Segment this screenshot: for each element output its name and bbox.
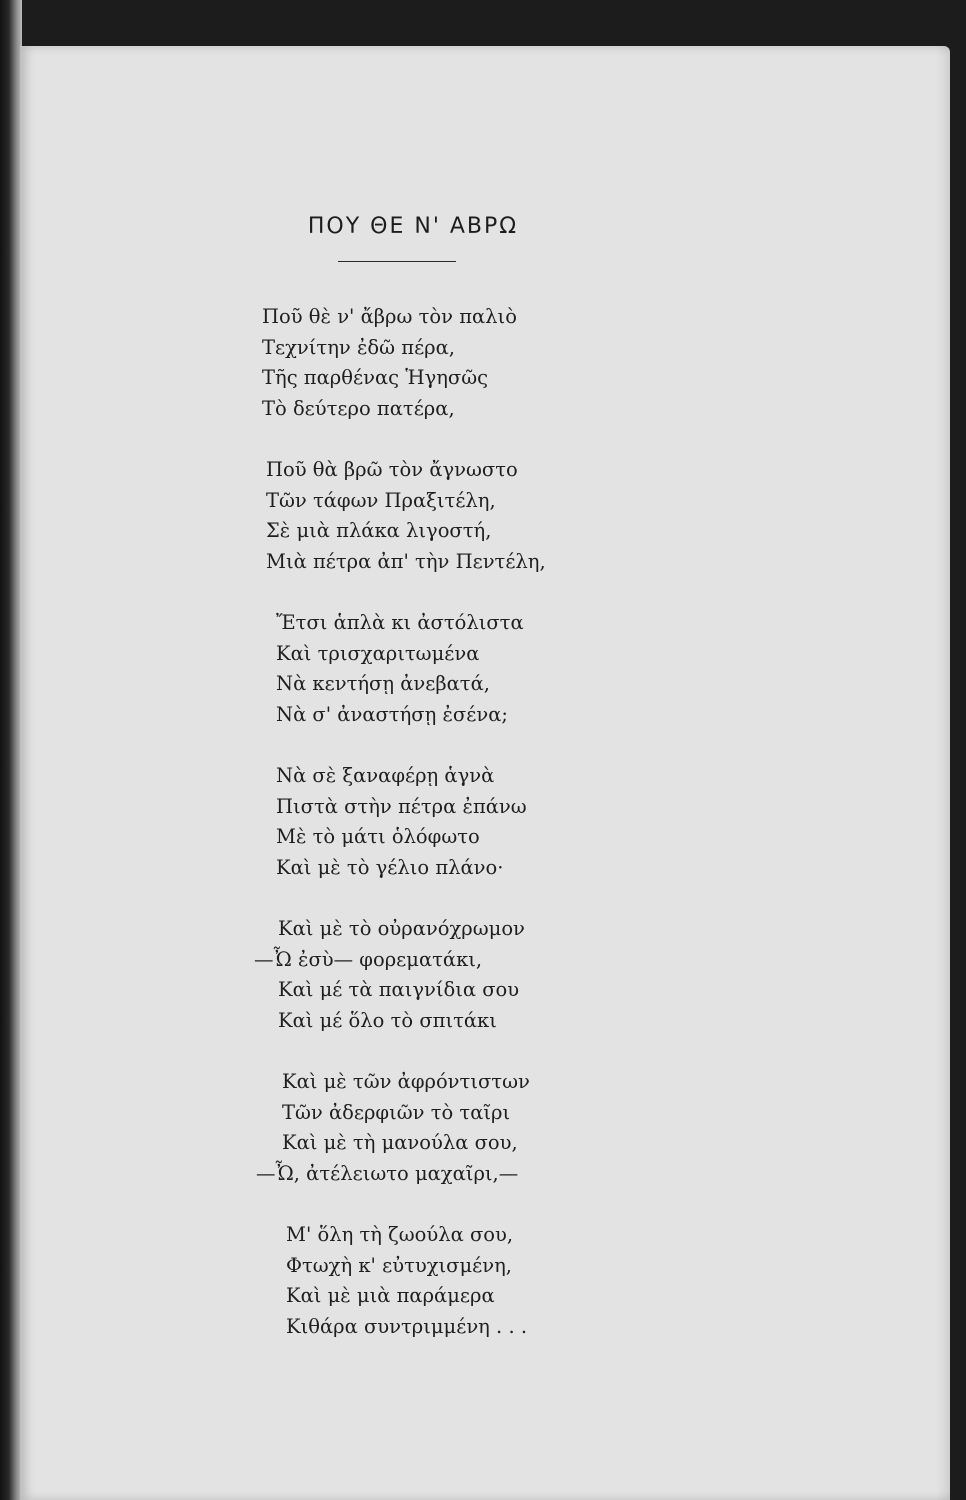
stanza [242,302,662,424]
stanza [242,1067,662,1189]
poem-line: Σὲ μιὰ πλάκα λιγοστή, [266,519,492,542]
poem-line: Μὲ τὸ μάτι ὁλόφωτο [276,825,480,848]
paper-page [20,46,950,1500]
stanza [242,914,662,1036]
book-spine [0,0,22,1500]
poem-line: Καὶ μέ τὰ παιγνίδια σου [278,978,520,1001]
poem-line: Ποῦ θὰ βρῶ τὸν ἄγνωστο [266,458,518,481]
poem-line: Φτωχὴ κ' εὐτυχισμένη, [286,1253,513,1277]
poem-title: ΠΟΥ ΘΕ Ν' ΑΒΡΩ [307,214,519,239]
stanza [242,761,662,883]
poem-line: Τῆς παρθένας Ἡγησῶς [262,366,489,389]
poem-line: Καὶ μὲ τὸ οὐρανόχρωμον [278,917,525,940]
poem-line: Μιὰ πέτρα ἀπ' τὴν Πεντέλη, [266,549,546,573]
poem-line: Τὸ δεύτερο πατέρα, [262,396,455,420]
poem-line: —Ὦ, ἀτέλειωτο μαχαῖρι,— [256,1161,519,1185]
poem-line: Ποῦ θὲ ν' ἄβρω τὸν παλιὸ [262,305,517,328]
poem-line: Καὶ μὲ μιὰ παράμερα [286,1284,495,1307]
poem-line: Τῶν τάφων Πραξιτέλη, [266,488,496,512]
poem-line: Νὰ κεντήσῃ ἀνεβατά, [276,672,490,695]
poem-line: Καὶ μέ ὅλο τὸ σπιτάκι [278,1008,497,1032]
poem-line: Καὶ μὲ τὴ μανούλα σου, [282,1131,518,1154]
poem-line: Καὶ τρισχαριτωμένα [276,641,480,665]
poem-line: Πιστὰ στὴν πέτρα ἐπάνω [276,794,527,818]
stanza [242,1220,662,1342]
poem-body [242,302,662,1373]
poem-line: Τεχνίτην ἐδῶ πέρα, [262,335,456,359]
poem-line: Τῶν ἀδερφιῶν τὸ ταῖρι [282,1100,511,1124]
poem-line: Καὶ μὲ τὸ γέλιο πλάνο· [276,855,504,879]
page-edge-shadow [936,46,950,1500]
poem-line: Καὶ μὲ τῶν ἀφρόντιστων [282,1070,530,1093]
poem-line: Νὰ σ' ἀναστήσῃ ἐσένα; [276,702,508,726]
poem-line: Μ' ὅλη τὴ ζωούλα σου, [286,1223,514,1246]
poem-line: Νὰ σὲ ξαναφέρῃ ἁγνὰ [276,764,495,787]
title-rule [338,261,456,262]
stanza [242,608,662,730]
poem-line: Ἔτσι ἁπλὰ κι ἀστόλιστα [276,611,524,634]
stanza [242,455,662,577]
poem-line: —Ὦ ἐσὺ— φορεματάκι, [254,947,483,971]
poem-line: Κιθάρα συντριμμένη . . . [286,1314,528,1338]
